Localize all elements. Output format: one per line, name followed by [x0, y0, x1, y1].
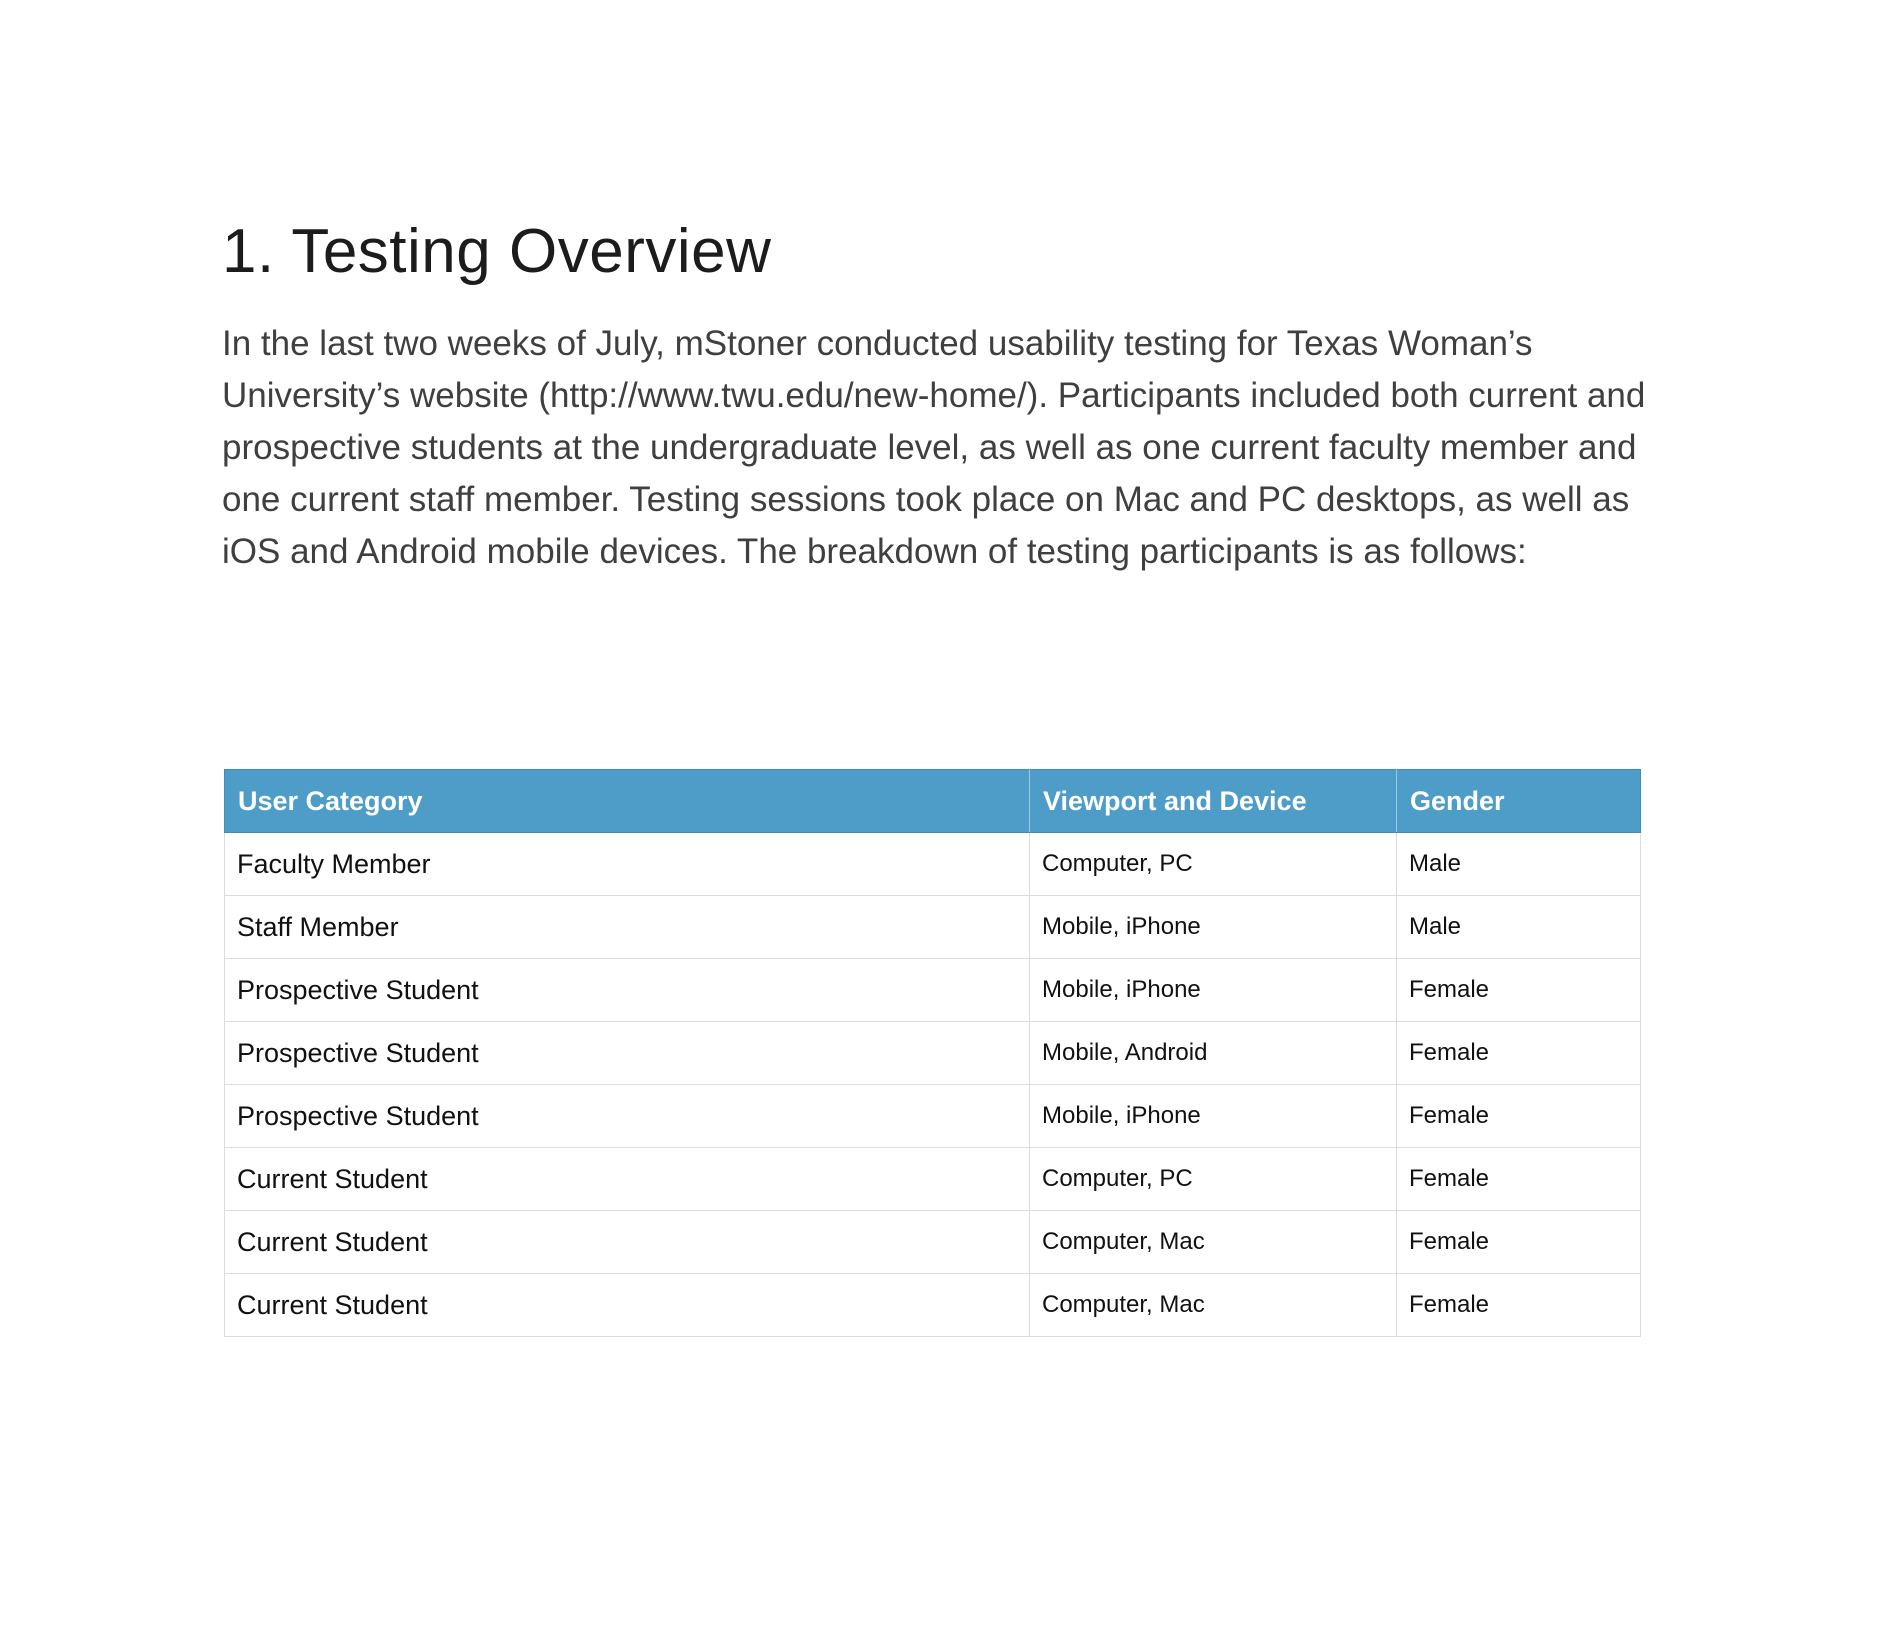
table-row: [225, 833, 1641, 896]
cell-gender: Female: [1397, 1148, 1641, 1211]
cell-viewport-device: Computer, PC: [1030, 1148, 1397, 1211]
cell-gender: Female: [1397, 1022, 1641, 1085]
cell-user-category: Current Student: [225, 1148, 1030, 1211]
cell-viewport-device: Mobile, iPhone: [1030, 1085, 1397, 1148]
table-row: [225, 1148, 1641, 1211]
section-title: 1. Testing Overview: [222, 217, 772, 286]
cell-viewport-device: Computer, Mac: [1030, 1211, 1397, 1274]
table-row: [225, 1022, 1641, 1085]
cell-viewport-device: Mobile, Android: [1030, 1022, 1397, 1085]
participants-table: [224, 769, 1641, 1337]
cell-gender: Female: [1397, 1085, 1641, 1148]
cell-gender: Male: [1397, 833, 1641, 896]
cell-user-category: Prospective Student: [225, 959, 1030, 1022]
table-row: [225, 1085, 1641, 1148]
table-header: [225, 770, 1641, 833]
cell-gender: Male: [1397, 896, 1641, 959]
table-row: [225, 1274, 1641, 1337]
cell-user-category: Current Student: [225, 1274, 1030, 1337]
table-row: [225, 896, 1641, 959]
intro-paragraph: In the last two weeks of July, mStoner conducted usability testing for Texas Woman’s University’s website (http://www.twu.edu/new-home/). Participants included both current and prospective students at the undergraduate level, as well as one current faculty member and one current staff member. Testing sessions took place on Mac and PC desktops, as well as iOS and Android mobile devices. The breakdown of testing participants is as follows:: [222, 324, 1646, 571]
participants-table-container: [224, 769, 1640, 1337]
cell-viewport-device: Mobile, iPhone: [1030, 959, 1397, 1022]
cell-viewport-device: Computer, Mac: [1030, 1274, 1397, 1337]
header-viewport-device: Viewport and Device: [1030, 770, 1397, 833]
cell-gender: Female: [1397, 959, 1641, 1022]
document-page: [222, 212, 1682, 578]
cell-user-category: Faculty Member: [225, 833, 1030, 896]
header-user-category: User Category: [225, 770, 1030, 833]
header-gender: Gender: [1397, 770, 1641, 833]
cell-viewport-device: Mobile, iPhone: [1030, 896, 1397, 959]
cell-gender: Female: [1397, 1211, 1641, 1274]
cell-user-category: Staff Member: [225, 896, 1030, 959]
cell-gender: Female: [1397, 1274, 1641, 1337]
cell-user-category: Prospective Student: [225, 1085, 1030, 1148]
table-header-row: [225, 770, 1641, 833]
table-row: [225, 1211, 1641, 1274]
table-row: [225, 959, 1641, 1022]
cell-user-category: Current Student: [225, 1211, 1030, 1274]
table-body: [225, 833, 1641, 1337]
cell-user-category: Prospective Student: [225, 1022, 1030, 1085]
cell-viewport-device: Computer, PC: [1030, 833, 1397, 896]
